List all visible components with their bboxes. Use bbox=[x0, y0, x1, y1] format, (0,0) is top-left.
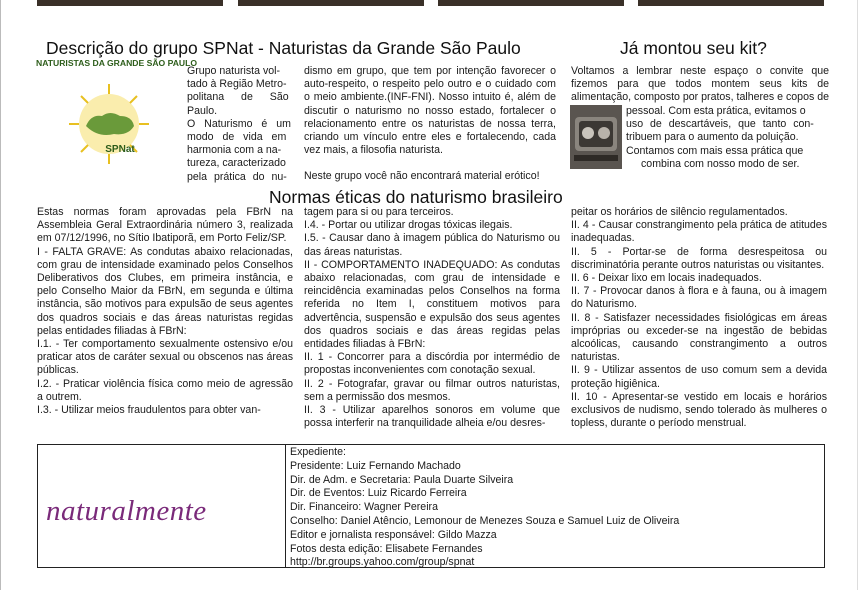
logo-center-text: SPNat bbox=[105, 144, 135, 155]
footer-divider bbox=[285, 444, 286, 568]
normas-paragraph: II. 6 - Deixar lixo em locais inadequados. bbox=[571, 272, 762, 285]
normas-paragraph: Estas normas foram aprovadas pela FBrN na Assembleia Geral Extraordinária número 3, realizada em 07/12/1996, no Sítio Ibatiporã, em Porto Feliz/SP. bbox=[37, 206, 293, 245]
normas-paragraph: I.3. - Utilizar meios fraudulentos para obter van- bbox=[37, 404, 261, 417]
text-line: O Naturismo é um bbox=[187, 117, 291, 130]
brand-logo: naturalmente bbox=[46, 495, 207, 527]
kit-photo bbox=[570, 105, 622, 169]
text-line: Contamos com mais essa prática que bbox=[626, 144, 804, 157]
spnat-paragraph: dismo em grupo, que tem por intenção favorecer o auto-respeito, o respeito pelo outro e o cuidado com o meio ambiente.(INF-FNI). Nosso intuito é, além de discutir o naturismo no nosso estado, fortalecer o relacionamento entre os naturistas de nossa terra, criando um vínculo entre eles e fortalecendo, cada vez mais, a filosofia naturista. bbox=[304, 65, 556, 157]
normas-paragraph: I - FALTA GRAVE: As condutas abaixo relacionadas, com grau de intensidade examinado pelos Conselhos Deliberativos dos Clubes, em primeira instância, e pelo Conselho Maior da FBrN, em segunda e última instância, são motivos para expulsão de seus agentes dos quadros sociais e das áreas naturistas regidas pelas entidades filiadas à FBrN: bbox=[37, 245, 293, 337]
normas-paragraph: II. 5 - Portar-se de forma desrespeitosa ou discriminatória perante outros naturistas ou visitantes. bbox=[571, 245, 827, 271]
expediente-line: Presidente: Luiz Fernando Machado bbox=[290, 459, 461, 472]
expediente-line: Dir. de Eventos: Luiz Ricardo Ferreira bbox=[290, 487, 467, 500]
text-line: tado à Região Metro- bbox=[187, 78, 287, 91]
normas-paragraph: I.5. - Causar dano à imagem pública do Naturismo ou das áreas naturistas. bbox=[304, 232, 560, 258]
normas-paragraph: II. 10 - Apresentar-se vestido em locais e horários exclusivos de nudismo, sendo tolerado às mulheres o topless, durante o período menstrual. bbox=[571, 390, 827, 430]
normas-title: Normas éticas do naturismo brasileiro bbox=[269, 187, 563, 207]
spnat-column-1 bbox=[187, 65, 302, 184]
normas-paragraph: II. 2 - Fotografar, gravar ou filmar outros naturistas, sem a permissão dos mesmos. bbox=[304, 377, 560, 403]
normas-column-3 bbox=[571, 206, 827, 430]
top-photo-1 bbox=[37, 0, 223, 6]
text-line: pessoal. Com esta prática, evitamos o bbox=[626, 105, 806, 117]
normas-column-1 bbox=[37, 206, 293, 417]
kit-title: Já montou seu kit? bbox=[620, 38, 767, 58]
normas-paragraph: I.2. - Praticar violência física como meio de agressão a outrem. bbox=[37, 377, 293, 403]
kit-paragraph-top: Voltamos a lembrar neste espaço o convite que fizemos para que todos montem seus kits de alimentação, composto por pratos, talheres e copos de bbox=[571, 65, 829, 104]
expediente-line: Editor e jornalista responsável: Gildo Mazza bbox=[290, 528, 497, 541]
spnat-logo bbox=[36, 58, 198, 170]
normas-paragraph: peitar os horários de silêncio regulamentados. bbox=[571, 206, 788, 218]
spnat-title: Descrição do grupo SPNat - Naturistas da Grande São Paulo bbox=[46, 38, 521, 58]
normas-paragraph: II - COMPORTAMENTO INADEQUADO: As condutas abaixo relacionadas, com grau de intensidade e reincidência examinadas pelos Conselhos na forma referida no Item I, constituem motivos para advertência, suspensão e expulsão dos seus agentes dos quadros sociais e das áreas regidas pelas entidades filiadas à FBrN: bbox=[304, 258, 560, 351]
text-line: uso de descartáveis, que tanto con- bbox=[626, 118, 814, 131]
expediente-line: Dir. Financeiro: Wagner Pereira bbox=[290, 501, 438, 514]
top-photo-3 bbox=[438, 0, 624, 6]
top-photo-4 bbox=[638, 0, 824, 6]
normas-paragraph: II. 7 - Provocar danos à flora e à fauna, ou à imagem do Naturismo. bbox=[571, 285, 827, 311]
text-line: modo de vida em bbox=[187, 131, 287, 144]
normas-paragraph: II. 9 - Utilizar assentos de uso comum sem a devida proteção higiênica. bbox=[571, 364, 827, 390]
text-line: tureza, caracterizado bbox=[187, 157, 286, 170]
spnat-warning: Neste grupo você não encontrará material erótico! bbox=[304, 170, 540, 183]
top-photo-2 bbox=[238, 0, 424, 6]
expediente-heading: Expediente: bbox=[290, 446, 346, 458]
text-line: pela prática do nu- bbox=[187, 170, 287, 183]
normas-paragraph: II. 3 - Utilizar aparelhos sonoros em volume que possa interferir na tranquilidade alheia e/ou desres- bbox=[304, 404, 560, 430]
expediente-line: Dir. de Adm. e Secretaria: Paula Duarte Silveira bbox=[290, 473, 514, 486]
text-line: combina com nosso modo de ser. bbox=[641, 157, 800, 170]
expediente-line: Fotos desta edição: Elisabete Fernandes bbox=[290, 542, 483, 555]
normas-paragraph: II. 8 - Satisfazer necessidades fisiológicas em áreas impróprias ou exceder-se na ingestão de bebidas alcoólicas, causando constrangimento a outros naturistas. bbox=[571, 311, 827, 364]
normas-paragraph: tagem para si ou para terceiros. bbox=[304, 206, 454, 218]
normas-paragraph: II. 4 - Causar constrangimento pela prática de atitudes inadequadas. bbox=[571, 219, 827, 245]
normas-paragraph: I.1. - Ter comportamento sexualmente ostensivo e/ou praticar atos de caráter sexual ou obscenos nas áreas públicas. bbox=[37, 338, 293, 377]
kit-side-text bbox=[626, 105, 826, 171]
normas-paragraph: I.4. - Portar ou utilizar drogas tóxicas ilegais. bbox=[304, 219, 513, 232]
logo-ring-text: NATURISTAS DA GRANDE SÃO PAULO bbox=[36, 58, 198, 68]
spnat-column-2 bbox=[304, 65, 556, 184]
normas-column-2 bbox=[304, 206, 560, 430]
normas-paragraph: II. 1 - Concorrer para a discórdia por intermédio de propostas inconvenientes com conotação sexual. bbox=[304, 351, 560, 377]
text-line: Paulo. bbox=[187, 104, 218, 117]
expediente bbox=[290, 446, 679, 570]
text-line: politana de São bbox=[187, 91, 289, 104]
group-url-link[interactable]: http://br.groups.yahoo.com/group/spnat bbox=[290, 556, 475, 569]
page-edge-right bbox=[857, 0, 858, 590]
page-edge-left bbox=[0, 0, 1, 590]
text-line: harmonia com a na- bbox=[187, 144, 282, 157]
text-line: tribuem para o aumento da poluição. bbox=[626, 131, 799, 144]
expediente-line: Conselho: Daniel Atêncio, Lemonour de Menezes Souza e Samuel Luiz de Oliveira bbox=[290, 514, 680, 527]
text-line: Grupo naturista vol- bbox=[187, 65, 281, 77]
